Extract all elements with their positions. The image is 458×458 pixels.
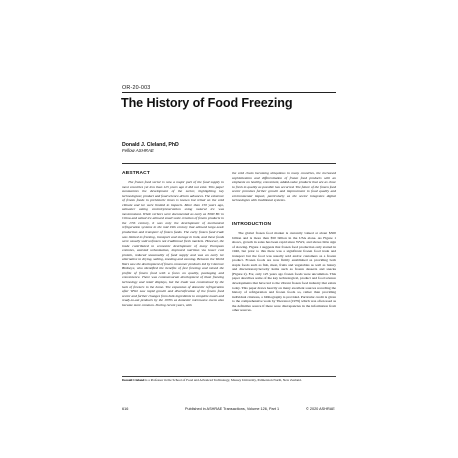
copyright: © 2020 ASHRAE: [306, 407, 335, 411]
abstract-column: [122, 180, 224, 307]
introduction-heading: INTRODUCTION: [232, 222, 272, 227]
abstract-heading: ABSTRACT: [122, 171, 150, 176]
abstract-continuation: the cold chain becoming ubiquitous in many countries, the increased sophistication and differentiation of frozen food products with an emphasis on healthy, convenient, added-value products that are as close to fresh in quality as possible has occurred. The future of the frozen food sector promises further growth and improvement in food quality and environmental impact, particularly as the sector integrates digital technologies with traditional systems.: [232, 171, 336, 203]
footnote-rule: [122, 376, 336, 377]
introduction-column: [232, 231, 336, 313]
abstract-text: The frozen food sector is now a major part of the food supply in most countries yet less than 125 years ago it did not exist. This paper summarizes the development of the sector, highlighting key technological, product and food science-driven advances. The existence of frozen foods in prehistoric times is known but relied on the cold climate and ice were limited to impacts. More than 150 years ago, saltwater eating control/preservation using natural ice was mostconstant. While verbors were documented as early as 3000 BC in China and salted ice allowed small scale creation of frozen products in the 17th century, it was only the development of mechanical refrigeration systems in the mid 19th century that allowed large-scale production and transport of frozen foods. The early frozen food trade was limited to freezing, transport and storage in bulk, and these foods were usually sold unfrozen not traditional fresh markets. However, the trade contributed to economic development of many European colonies, assisted urbanization, improved nutrition via lower cost protein, reduced seasonality of food supply and was an early ice alternative to drying, salting, smoking and canning. Between the World Wars saw the development of frozen consumer products led by Clarence Birdseye, who identified the benefits of fast freezing and raised the profile of frozen food with a focus on quality, packaging and convenience. There was commensurate development of blast freezing technology and retail displays, but the trade was constrained by the lack of freezers in the home. The expansion of domestic refrigeration after WW2 saw rapid growth and diversification of the frozen food sector and further changes from bulk ingredients to complete meals and ready-to-eat products by the 1970s as domestic microwave ovens also became more common. During recent years, with: [122, 180, 225, 307]
footnote-author-name: Donald Cleland: [122, 378, 145, 382]
author-footnote: [122, 378, 336, 382]
publication-line: Published in ASHRAE Transactions, Volume 126, Part 1: [185, 407, 280, 411]
author-affiliation: Fellow ASHRAE: [122, 148, 154, 153]
paper-code: OR-20-003: [122, 85, 151, 91]
paper-title: The History of Food Freezing: [121, 96, 293, 110]
top-rule: [122, 92, 336, 93]
footnote-text: is a Professor in the School of Food and Advanced Technology, Massey University, Palmerston North, New Zealand.: [144, 378, 302, 382]
abstract-continuation-column: [232, 171, 336, 203]
page-number: 616: [122, 407, 129, 411]
author-name: Donald J. Cleland, PhD: [122, 142, 179, 148]
header-rule: [122, 163, 336, 164]
introduction-text: The global frozen food market is currently valued at about $300 billion and is more than $50 billion in the USA alone. As Figure 1 shows, growth in sales has been rapid since WW2, and shows little sign of slowing. Figure 1 suggests that frozen food production only started in 1940, but prior to this there was a significant frozen food trade and transport but the food was usually sold and/or customers as a frozen product. Frozen foods are now firmly established as providing both staple foods such as fish, meat, fruits and vegetables as well as luxury and discretionary/novelty items such as frozen desserts and snacks (Figure 2). For, only 125 years ago frozen foods were uncommon. This paper describes some of the key technological, product and food science developments that have led to the vibrant frozen food industry that exists today. This paper draws heavily on many excellent sources recording the history of refrigeration and frozen foods so, rather than providing individual citations, a bibliography is provided. Particular credit is given to the comprehensive work by Thevenot (1979) which was often used as the definitive source if there were discrepancies in the information from other sources.: [232, 231, 336, 313]
